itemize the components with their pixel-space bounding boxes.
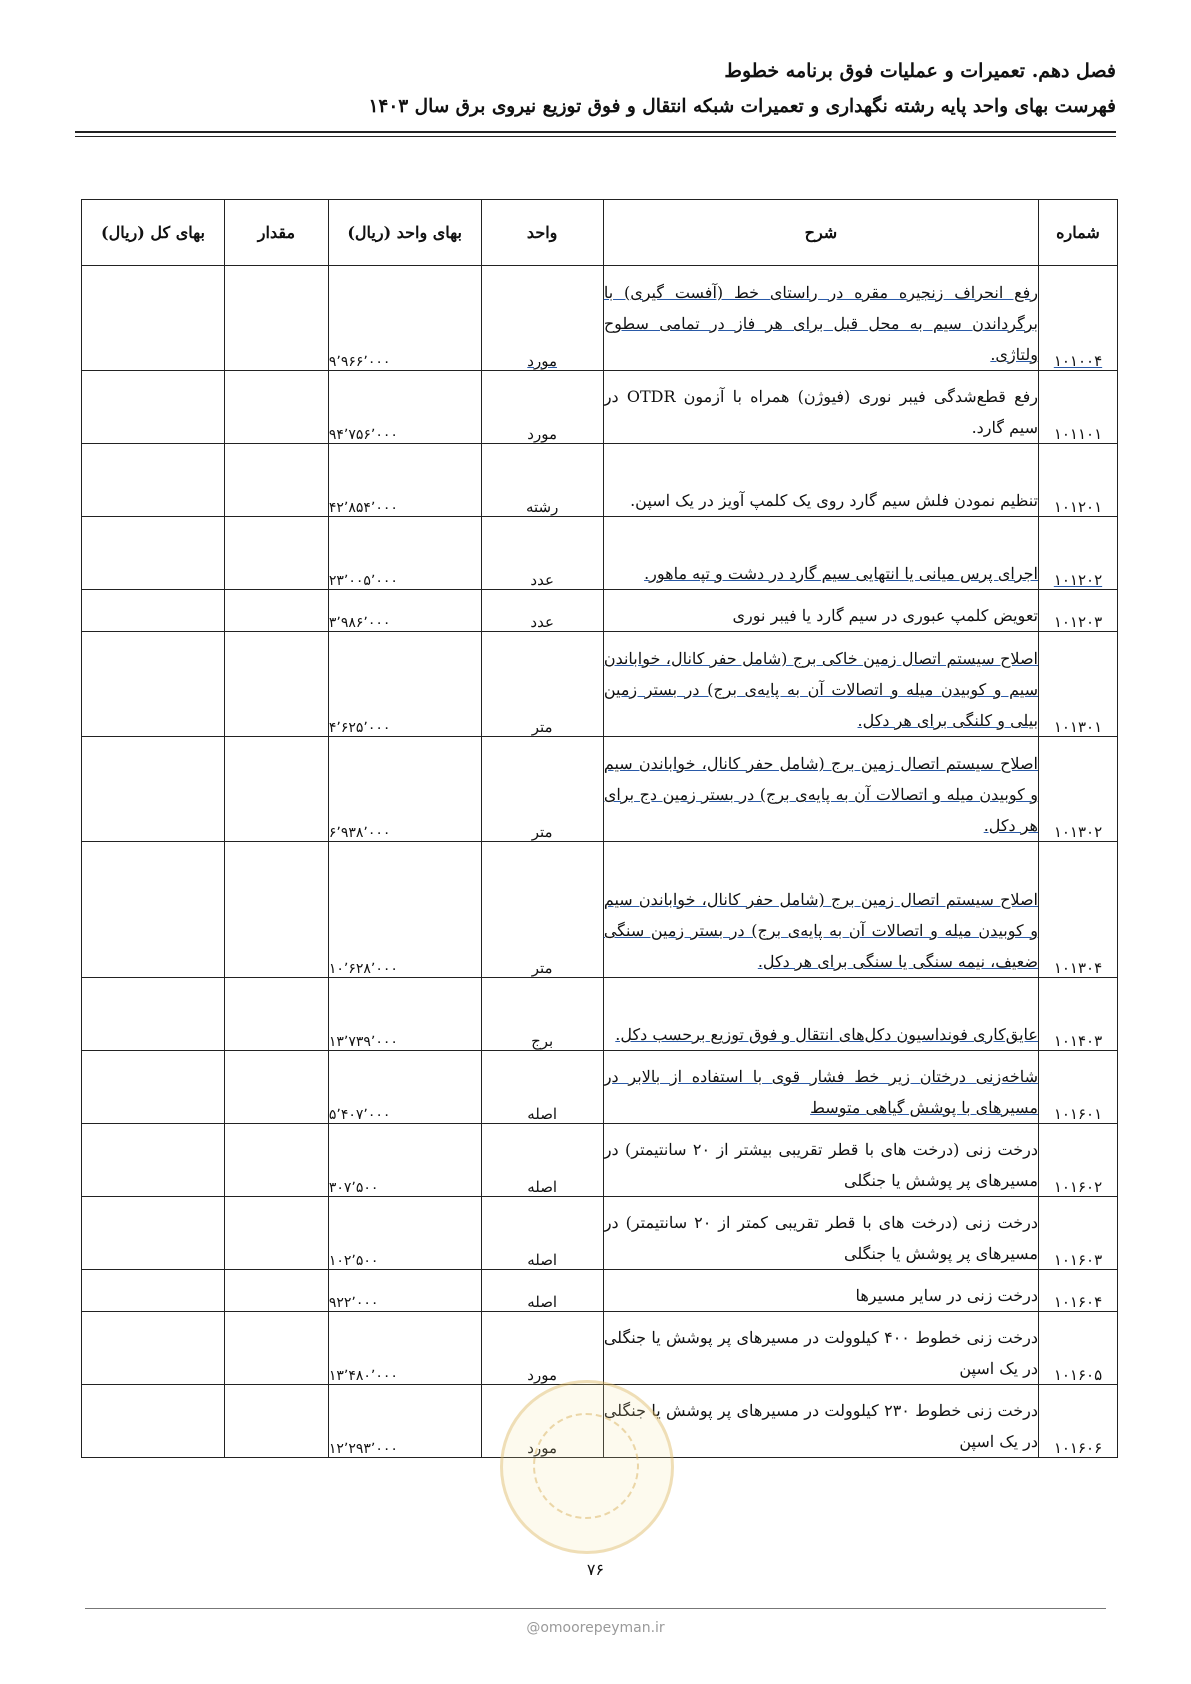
price-list-table <box>81 199 1118 1458</box>
item-total-price <box>82 517 225 590</box>
table-row <box>82 978 1118 1051</box>
item-unit-price: ۳۰۷٬۵۰۰ <box>328 1124 481 1197</box>
item-total-price <box>82 1385 225 1458</box>
item-unit-price: ۱۳٬۴۸۰٬۰۰۰ <box>328 1312 481 1385</box>
item-quantity <box>224 266 328 371</box>
item-quantity <box>224 1385 328 1458</box>
item-unit-price: ۳٬۹۸۶٬۰۰۰ <box>328 590 481 632</box>
item-total-price <box>82 1270 225 1312</box>
table-row <box>82 266 1118 371</box>
header-total-price: بهای کل (ریال) <box>82 200 225 266</box>
item-total-price <box>82 737 225 842</box>
item-quantity <box>224 737 328 842</box>
item-unit-price: ۱۰٬۶۲۸٬۰۰۰ <box>328 842 481 978</box>
item-unit-price: ۶٬۹۳۸٬۰۰۰ <box>328 737 481 842</box>
item-unit: رشته <box>481 444 603 517</box>
table-row <box>82 737 1118 842</box>
table-row <box>82 1270 1118 1312</box>
item-description: عایق‌کاری فونداسیون دکل‌های انتقال و فوق توزیع برحسب دکل. <box>603 978 1038 1051</box>
header-unit-price: بهای واحد (ریال) <box>328 200 481 266</box>
header-quantity: مقدار <box>224 200 328 266</box>
item-description: رفع انحراف زنجیره مقره در راستای خط (آفست گیری) با برگرداندن سیم به محل قبل برای هر فاز در تمامی سطوح ولتاژی. <box>603 266 1038 371</box>
item-description: تعویض کلمپ عبوری در سیم گارد یا فیبر نوری <box>603 590 1038 632</box>
item-unit: متر <box>481 737 603 842</box>
chapter-title: فصل دهم. تعمیرات و عملیات فوق برنامه خطوط <box>724 60 1116 82</box>
item-unit: متر <box>481 632 603 737</box>
header-number: شماره <box>1038 200 1117 266</box>
item-description: درخت زنی خطوط ۴۰۰ کیلوولت در مسیرهای پر پوشش یا جنگلی در یک اسپن <box>603 1312 1038 1385</box>
item-number: ۱۰۱۰۰۴ <box>1038 266 1117 371</box>
item-number: ۱۰۱۳۰۲ <box>1038 737 1117 842</box>
item-total-price <box>82 1124 225 1197</box>
table-row <box>82 1312 1118 1385</box>
item-description: اصلاح سیستم اتصال زمین برج (شامل حفر کانال، خواباندن سیم و کوبیدن میله و اتصالات آن به پایه‌ی برج) در بستر زمین سنگی ضعیف، نیمه سنگی یا سنگی برای هر دکل. <box>603 842 1038 978</box>
table-row <box>82 517 1118 590</box>
item-unit-price: ۴٬۶۲۵٬۰۰۰ <box>328 632 481 737</box>
item-description: رفع قطع‌شدگی فیبر نوری (فیوژن) همراه با آزمون OTDR در سیم گارد. <box>603 371 1038 444</box>
item-number: ۱۰۱۶۰۲ <box>1038 1124 1117 1197</box>
item-total-price <box>82 444 225 517</box>
seal-gear-ring <box>533 1413 639 1519</box>
item-description: اجرای پرس میانی یا انتهایی سیم گارد در دشت و تپه ماهور. <box>603 517 1038 590</box>
item-quantity <box>224 1270 328 1312</box>
item-unit-price: ۱۰۲٬۵۰۰ <box>328 1197 481 1270</box>
site-watermark: @omoorepeyman.ir <box>526 1620 665 1636</box>
item-description: تنظیم نمودن فلش سیم گارد روی یک کلمپ آویز در یک اسپن. <box>603 444 1038 517</box>
item-number: ۱۰۱۱۰۱ <box>1038 371 1117 444</box>
item-description: اصلاح سیستم اتصال زمین برج (شامل حفر کانال، خواباندن سیم و کوبیدن میله و اتصالات آن به پایه‌ی برج) در بستر زمین دج برای هر دکل. <box>603 737 1038 842</box>
item-unit-price: ۱۲٬۲۹۳٬۰۰۰ <box>328 1385 481 1458</box>
item-number: ۱۰۱۲۰۳ <box>1038 590 1117 632</box>
table-row <box>82 371 1118 444</box>
item-total-price <box>82 1051 225 1124</box>
table-row <box>82 1124 1118 1197</box>
header-rule-thin <box>75 136 1116 137</box>
item-total-price <box>82 266 225 371</box>
item-number: ۱۰۱۳۰۴ <box>1038 842 1117 978</box>
item-unit-price: ۱۳٬۷۳۹٬۰۰۰ <box>328 978 481 1051</box>
item-description: درخت زنی خطوط ۲۳۰ کیلوولت در مسیرهای پر پوشش یا جنگلی در یک اسپن <box>603 1385 1038 1458</box>
item-unit: اصله <box>481 1051 603 1124</box>
item-number: ۱۰۱۶۰۵ <box>1038 1312 1117 1385</box>
item-quantity <box>224 517 328 590</box>
item-quantity <box>224 1312 328 1385</box>
item-quantity <box>224 842 328 978</box>
item-unit: اصله <box>481 1197 603 1270</box>
item-unit-price: ۹۲۲٬۰۰۰ <box>328 1270 481 1312</box>
item-unit: مورد <box>481 266 603 371</box>
item-number: ۱۰۱۶۰۱ <box>1038 1051 1117 1124</box>
item-unit: برج <box>481 978 603 1051</box>
table-row <box>82 842 1118 978</box>
header-unit: واحد <box>481 200 603 266</box>
table-row <box>82 590 1118 632</box>
item-total-price <box>82 1197 225 1270</box>
item-unit: مورد <box>481 1312 603 1385</box>
table-row <box>82 444 1118 517</box>
item-number: ۱۰۱۲۰۱ <box>1038 444 1117 517</box>
table-row <box>82 1051 1118 1124</box>
item-unit: اصله <box>481 1270 603 1312</box>
item-unit-price: ۴۲٬۸۵۴٬۰۰۰ <box>328 444 481 517</box>
item-total-price <box>82 590 225 632</box>
item-total-price <box>82 1312 225 1385</box>
item-quantity <box>224 444 328 517</box>
item-unit: متر <box>481 842 603 978</box>
item-number: ۱۰۱۶۰۴ <box>1038 1270 1117 1312</box>
footer-rule <box>85 1608 1106 1609</box>
item-unit: عدد <box>481 590 603 632</box>
item-quantity <box>224 632 328 737</box>
header-rule-thick <box>75 131 1116 133</box>
table-row <box>82 632 1118 737</box>
item-unit-price: ۲۳٬۰۰۵٬۰۰۰ <box>328 517 481 590</box>
item-quantity <box>224 1051 328 1124</box>
item-number: ۱۰۱۳۰۱ <box>1038 632 1117 737</box>
item-quantity <box>224 371 328 444</box>
document-title: فهرست بهای واحد پایه رشته نگهداری و تعمیرات شبکه انتقال و فوق توزیع نیروی برق سال ۱۴۰۳ <box>368 96 1116 117</box>
item-unit: اصله <box>481 1124 603 1197</box>
header-description: شرح <box>603 200 1038 266</box>
item-total-price <box>82 632 225 737</box>
item-description: درخت زنی (درخت های با قطر تقریبی بیشتر از ۲۰ سانتیمتر) در مسیرهای پر پوشش یا جنگلی <box>603 1124 1038 1197</box>
item-total-price <box>82 978 225 1051</box>
watermark-seal <box>500 1380 674 1554</box>
item-number: ۱۰۱۶۰۳ <box>1038 1197 1117 1270</box>
item-number: ۱۰۱۴۰۳ <box>1038 978 1117 1051</box>
page-number: ۷۶ <box>586 1560 605 1579</box>
table-header-row <box>82 200 1118 266</box>
table-row <box>82 1197 1118 1270</box>
item-quantity <box>224 1124 328 1197</box>
item-description: درخت زنی (درخت های با قطر تقریبی کمتر از ۲۰ سانتیمتر) در مسیرهای پر پوشش یا جنگلی <box>603 1197 1038 1270</box>
item-unit-price: ۹٬۹۶۶٬۰۰۰ <box>328 266 481 371</box>
item-description: درخت زنی در سایر مسیرها <box>603 1270 1038 1312</box>
item-unit: مورد <box>481 1385 603 1458</box>
item-unit: مورد <box>481 371 603 444</box>
item-quantity <box>224 590 328 632</box>
item-total-price <box>82 371 225 444</box>
item-number: ۱۰۱۶۰۶ <box>1038 1385 1117 1458</box>
item-quantity <box>224 978 328 1051</box>
item-description: اصلاح سیستم اتصال زمین خاکی برج (شامل حفر کانال، خواباندن سیم و کوبیدن میله و اتصالات آن به پایه‌ی برج) در بستر زمین بیلی و کلنگی برای هر دکل. <box>603 632 1038 737</box>
item-description: شاخه‌زنی درختان زیر خط فشار قوی با استفاده از بالابر در مسیرهای با پوشش گیاهی متوسط <box>603 1051 1038 1124</box>
item-quantity <box>224 1197 328 1270</box>
item-number: ۱۰۱۲۰۲ <box>1038 517 1117 590</box>
item-unit: عدد <box>481 517 603 590</box>
item-total-price <box>82 842 225 978</box>
item-unit-price: ۹۴٬۷۵۶٬۰۰۰ <box>328 371 481 444</box>
item-unit-price: ۵٬۴۰۷٬۰۰۰ <box>328 1051 481 1124</box>
